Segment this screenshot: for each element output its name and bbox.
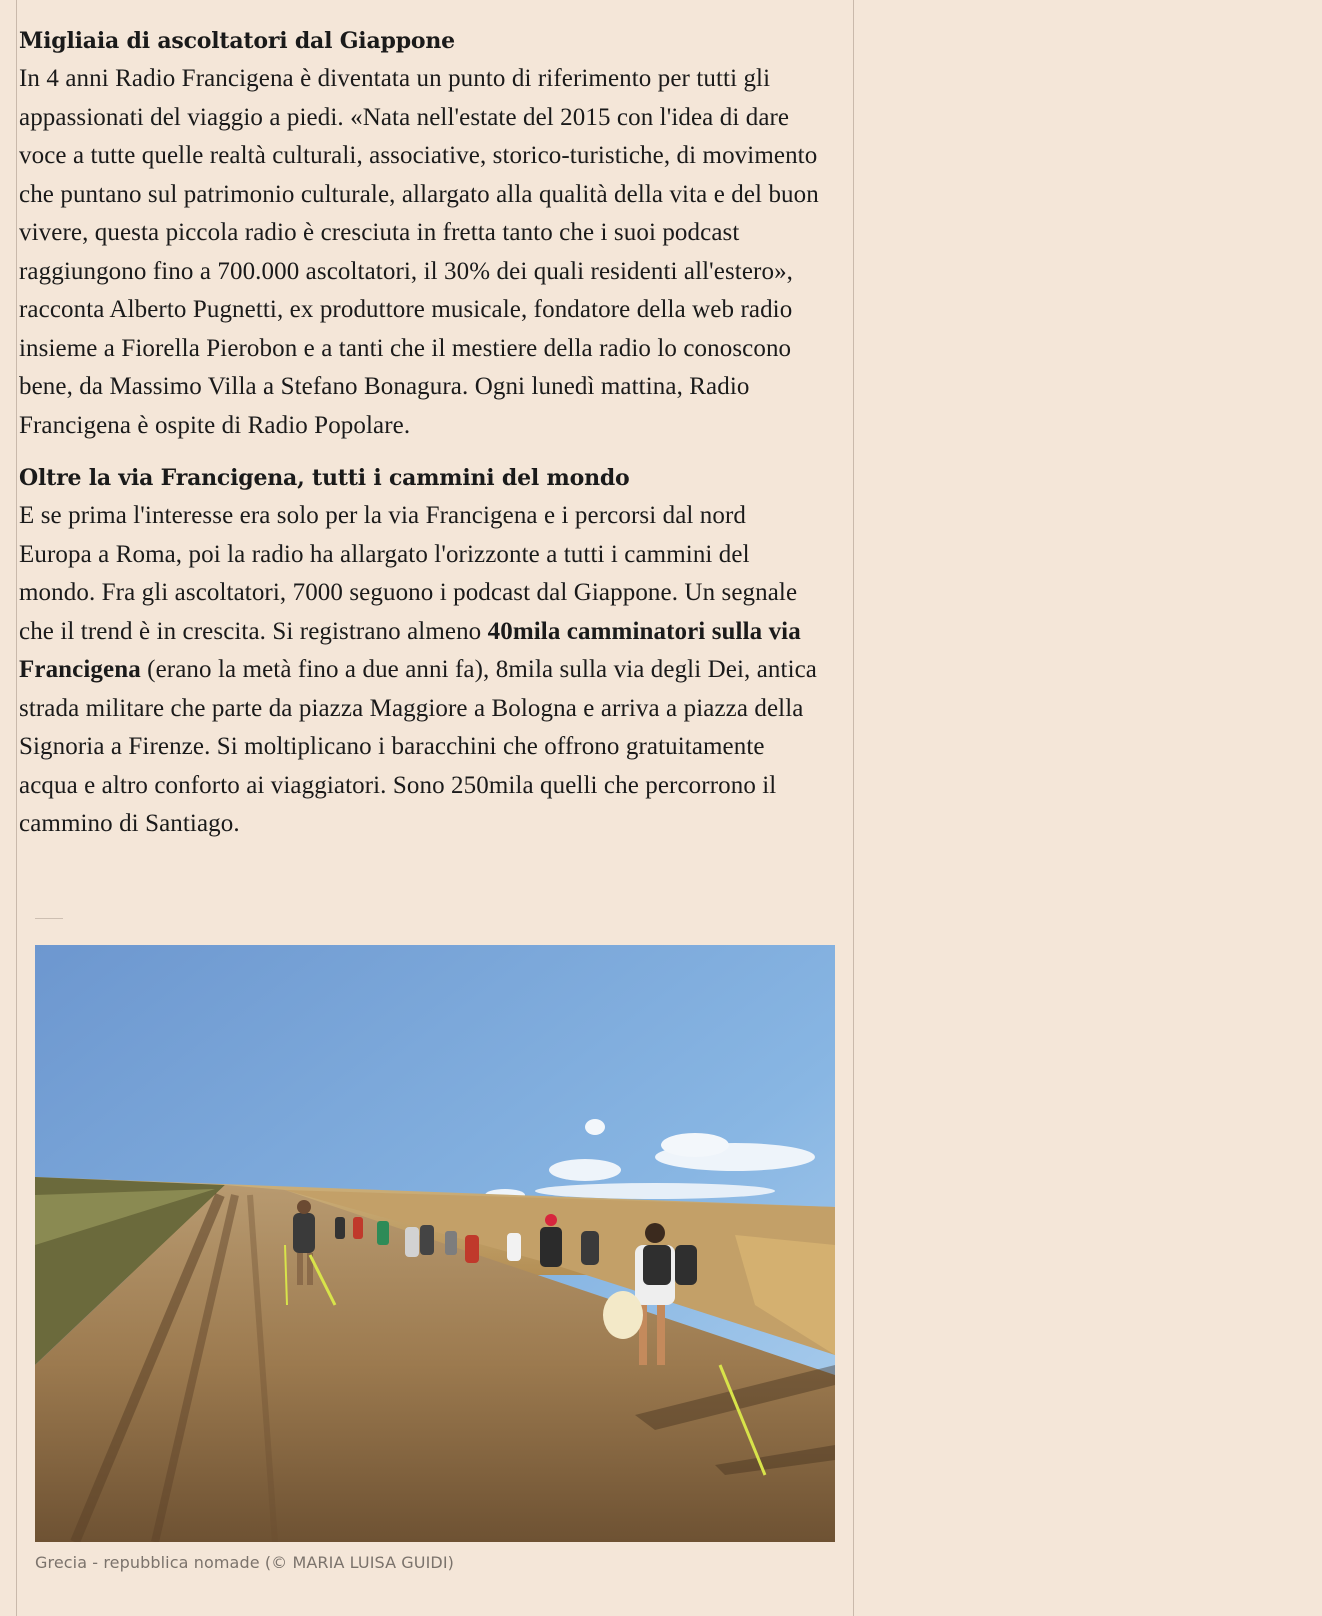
section-heading: Oltre la via Francigena, tutti i cammini del mondo	[19, 465, 630, 491]
paragraph-text: (erano la metà fino a due anni fa), 8mila sulla via degli Dei, antica strada militare che parte da piazza Maggiore a Bologna e arriva a piazza della Signoria a Firenze. Si moltiplicano i baracchini che offrono gratuitamente acqua e altro conforto ai viaggiatori. Sono 250mila quelli che percorrono il cammino di Santiago.	[19, 656, 818, 837]
article-body	[19, 22, 819, 844]
section-world-paths	[19, 459, 819, 844]
section-japan-listeners	[19, 22, 819, 445]
paragraph-text: E se prima l'interesse era solo per la via Francigena e i percorsi dal nord Europa a Roma, poi la radio ha allargato l'orizzonte a tutti i cammini del mondo. Fra gli ascoltatori, 7000 seguono i podcast dal Giappone. Un segnale che il trend è in crescita. Si registrano almeno	[19, 502, 798, 645]
paragraph-bold-text: 40mila camminatori sulla via Francigena	[19, 617, 801, 683]
photo-caption: Grecia - repubblica nomade (© MARIA LUISA GUIDI)	[35, 1553, 455, 1572]
section-paragraph: In 4 anni Radio Francigena è diventata un punto di riferimento per tutti gli appassionati del viaggio a piedi. «Nata nell'estate del 2015 con l'idea di dare voce a tutte quelle realtà culturali, associative, storico-turistiche, di movimento che puntano sul patrimonio culturale, allargato alla qualità della vita e del buon vivere, questa piccola radio è cresciuta in fretta tanto che i suoi podcast raggiungono fino a 700.000 ascoltatori, il 30% dei quali residenti all'estero», racconta Alberto Pugnetti, ex produttore musicale, fondatore della web radio insieme a Fiorella Pierobon e a tanti che il mestiere della radio lo conoscono bene, da Massimo Villa a Stefano Bonagura. Ogni lunedì mattina, Radio Francigena è ospite di Radio Popolare.	[19, 65, 819, 439]
divider	[35, 918, 63, 919]
section-heading: Migliaia di ascoltatori dal Giappone	[19, 28, 455, 54]
article-photo[interactable]	[35, 945, 835, 1542]
section-paragraph	[19, 497, 819, 844]
